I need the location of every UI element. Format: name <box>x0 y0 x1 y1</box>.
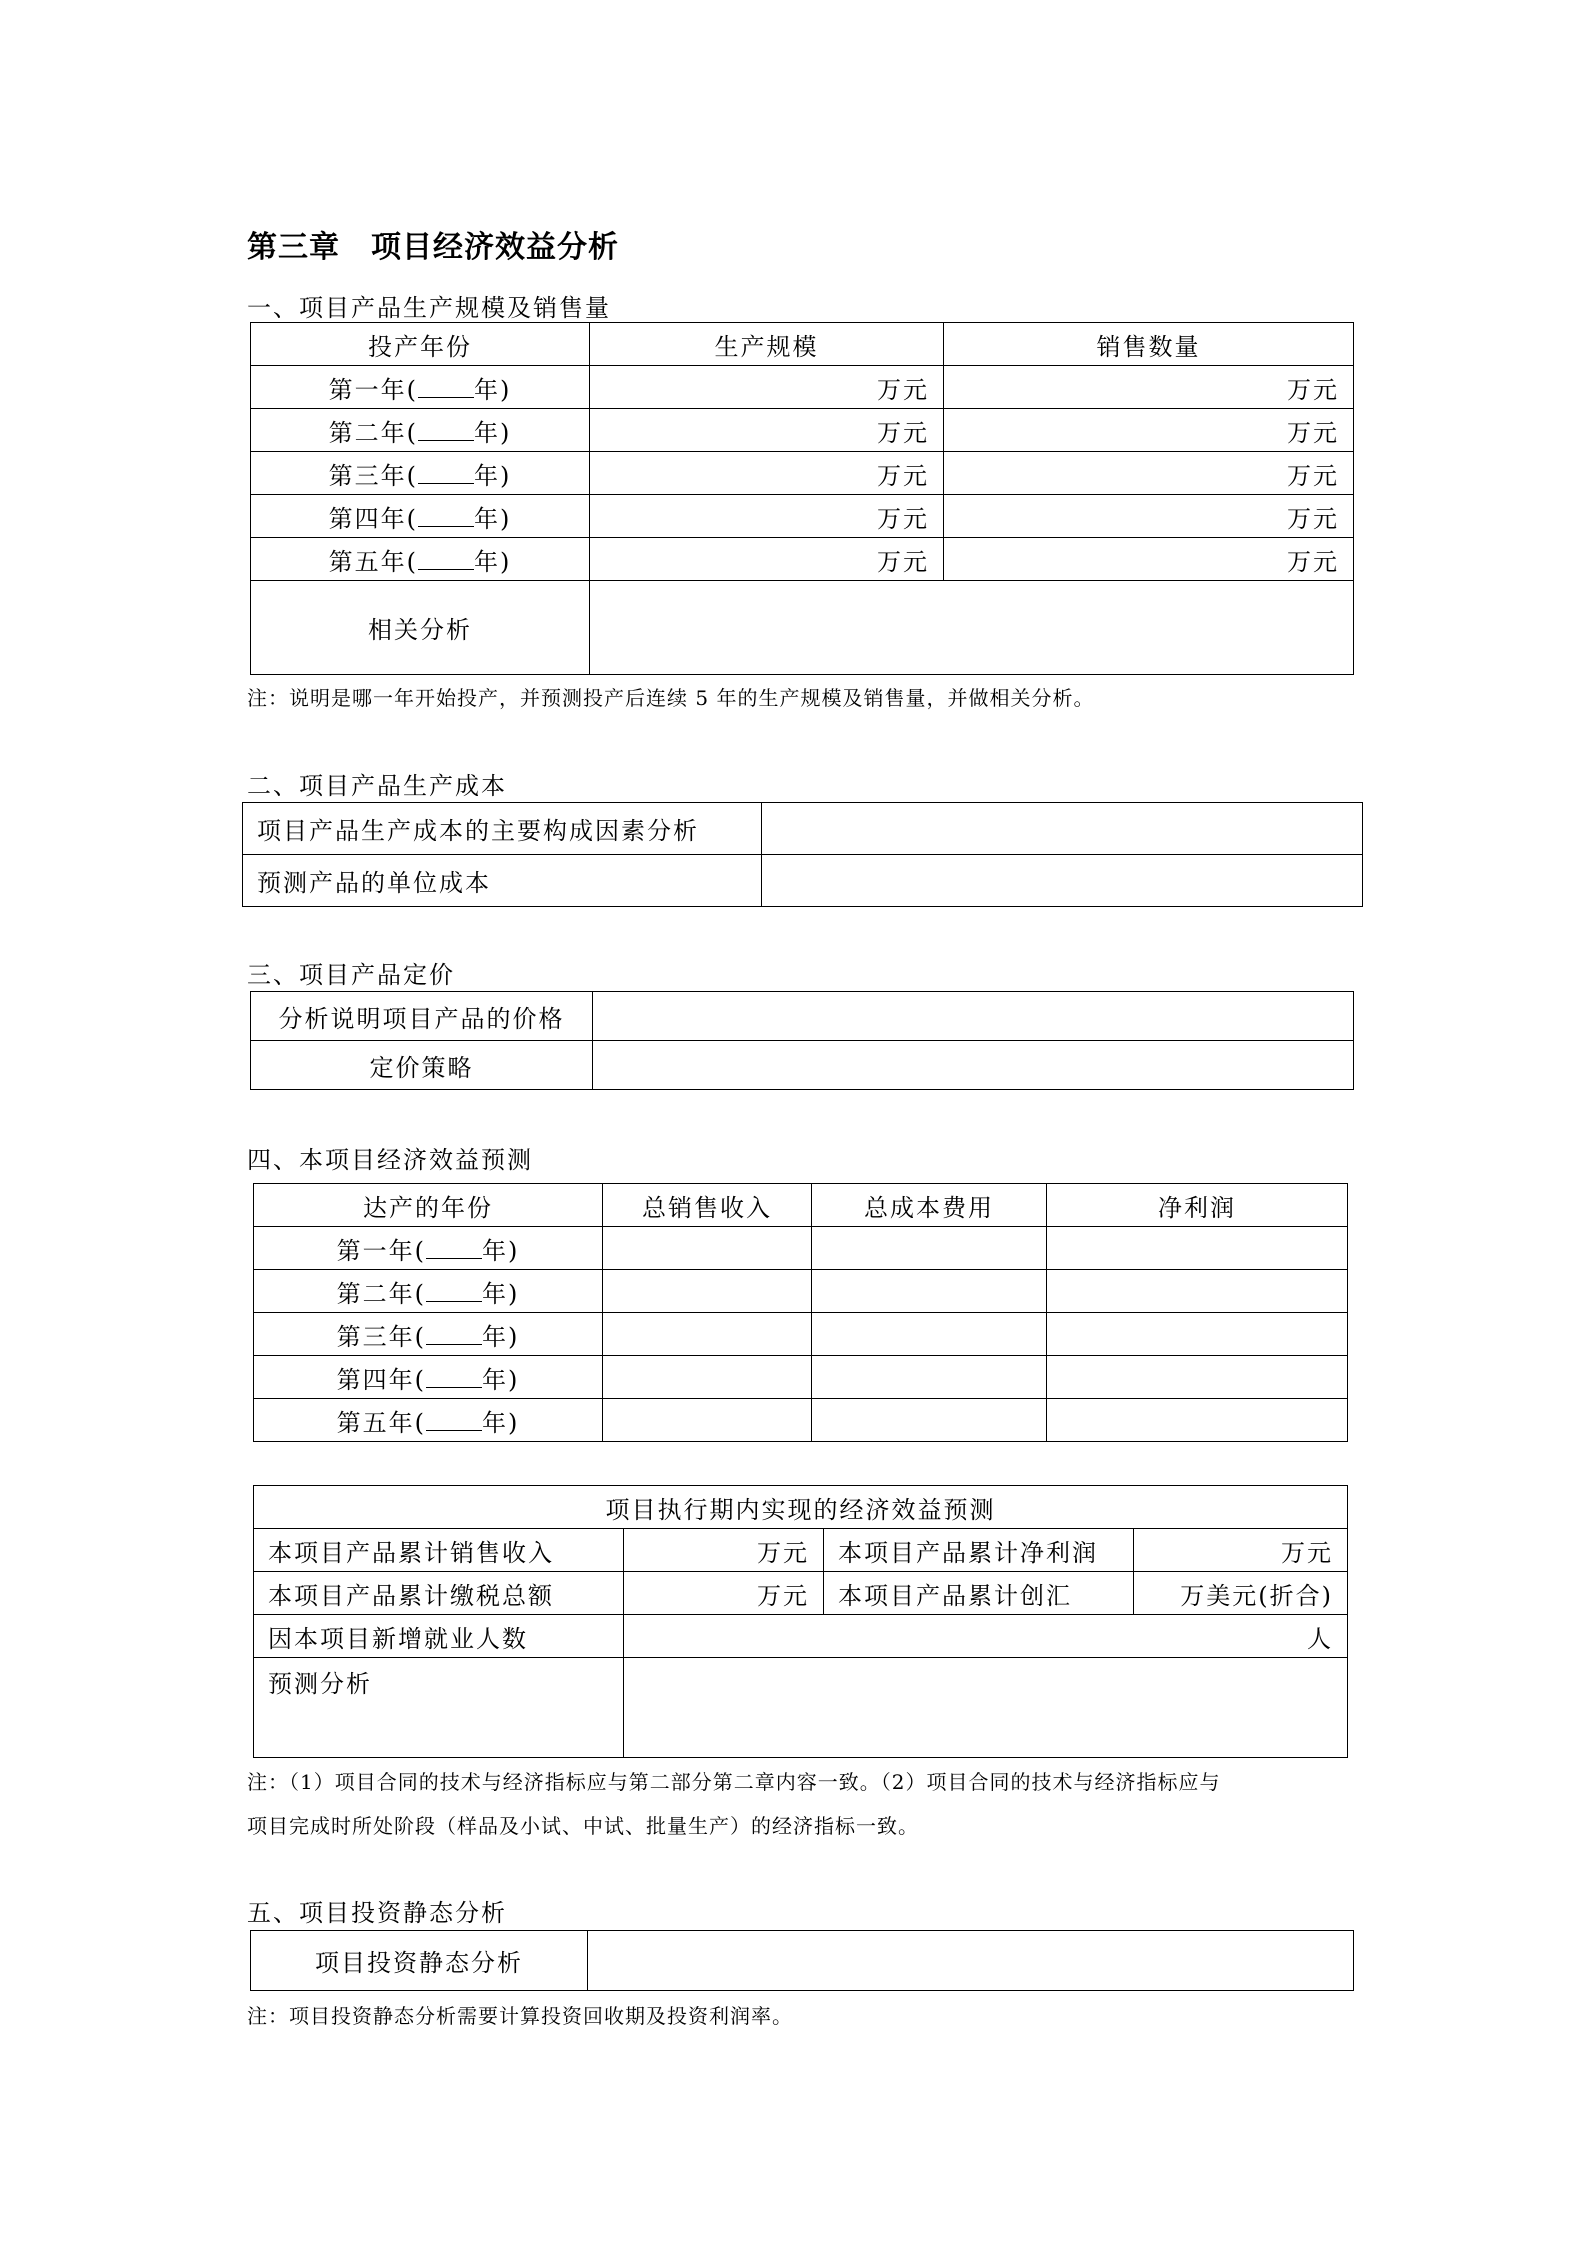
unit-cell[interactable]: 万元 <box>590 452 944 495</box>
header-cell: 达产的年份 <box>254 1184 603 1227</box>
production-scale-table <box>250 322 1354 675</box>
unit-cell[interactable]: 万元 <box>624 1529 824 1572</box>
row-label: 定价策略 <box>251 1041 593 1090</box>
forecast-table <box>253 1485 1348 1758</box>
year-blank[interactable] <box>418 375 474 398</box>
section3-heading: 三、项目产品定价 <box>247 961 455 989</box>
unit-cell[interactable]: 人 <box>624 1615 1348 1658</box>
year-cell: 第二年( 年) <box>254 1270 603 1313</box>
cost-input[interactable] <box>812 1313 1047 1356</box>
section2-heading: 二、项目产品生产成本 <box>247 772 507 800</box>
unit-cell[interactable]: 万元 <box>944 452 1354 495</box>
analysis-label: 相关分析 <box>251 581 590 675</box>
table-row <box>251 452 1354 495</box>
section5-note: 注：项目投资静态分析需要计算投资回收期及投资利润率。 <box>247 2004 793 2028</box>
value-input[interactable] <box>593 992 1354 1041</box>
unit-cell[interactable]: 万元 <box>590 366 944 409</box>
revenue-input[interactable] <box>603 1399 812 1442</box>
table-row <box>254 1313 1348 1356</box>
year-blank[interactable] <box>426 1279 482 1302</box>
table-row <box>251 366 1354 409</box>
section5-heading: 五、项目投资静态分析 <box>247 1899 507 1927</box>
row-label: 本项目产品累计净利润 <box>824 1529 1134 1572</box>
section4-heading: 四、本项目经济效益预测 <box>247 1146 533 1174</box>
header-cell: 生产规模 <box>590 323 944 366</box>
table-row <box>254 1572 1348 1615</box>
value-input[interactable] <box>588 1931 1354 1991</box>
year-blank[interactable] <box>418 547 474 570</box>
unit-cell[interactable]: 万元 <box>590 538 944 581</box>
production-cost-table <box>242 802 1363 907</box>
year-blank[interactable] <box>418 504 474 527</box>
year-cell: 第四年( 年) <box>254 1356 603 1399</box>
table-row <box>254 1356 1348 1399</box>
section1-note: 注：说明是哪一年开始投产，并预测投产后连续 5 年的生产规模及销售量，并做相关分析。 <box>247 686 1095 710</box>
unit-cell[interactable]: 万元 <box>944 495 1354 538</box>
profit-input[interactable] <box>1047 1227 1348 1270</box>
profit-input[interactable] <box>1047 1356 1348 1399</box>
table-row <box>254 1529 1348 1572</box>
section1-heading: 一、项目产品生产规模及销售量 <box>247 294 611 322</box>
profit-input[interactable] <box>1047 1270 1348 1313</box>
header-cell: 总销售收入 <box>603 1184 812 1227</box>
row-label: 因本项目新增就业人数 <box>254 1615 624 1658</box>
unit-cell[interactable]: 万元 <box>944 409 1354 452</box>
header-cell: 总成本费用 <box>812 1184 1047 1227</box>
cost-input[interactable] <box>812 1270 1047 1313</box>
table-header-row <box>254 1184 1348 1227</box>
unit-cell[interactable]: 万元 <box>624 1572 824 1615</box>
revenue-input[interactable] <box>603 1313 812 1356</box>
table-header-row <box>251 323 1354 366</box>
year-blank[interactable] <box>426 1236 482 1259</box>
table-row <box>254 1399 1348 1442</box>
table-row <box>254 1615 1348 1658</box>
profit-input[interactable] <box>1047 1313 1348 1356</box>
profit-input[interactable] <box>1047 1399 1348 1442</box>
year-cell: 第二年( 年) <box>251 409 590 452</box>
forecast-note-line1: 注：（1）项目合同的技术与经济指标应与第二部分第二章内容一致。（2）项目合同的技术与经济指标应与 <box>247 1770 1221 1794</box>
forecast-note-line2: 项目完成时所处阶段（样品及小试、中试、批量生产）的经济指标一致。 <box>247 1814 919 1838</box>
year-cell: 第四年( 年) <box>251 495 590 538</box>
year-cell: 第一年( 年) <box>254 1227 603 1270</box>
revenue-input[interactable] <box>603 1270 812 1313</box>
table-row <box>251 1041 1354 1090</box>
investment-analysis-table <box>250 1930 1354 1991</box>
revenue-input[interactable] <box>603 1227 812 1270</box>
row-label: 预测产品的单位成本 <box>243 855 762 907</box>
analysis-input[interactable] <box>590 581 1354 675</box>
value-input[interactable] <box>593 1041 1354 1090</box>
table-row <box>251 538 1354 581</box>
value-input[interactable] <box>762 855 1363 907</box>
unit-cell[interactable]: 万元 <box>590 409 944 452</box>
year-cell: 第五年( 年) <box>251 538 590 581</box>
analysis-input[interactable] <box>624 1658 1348 1758</box>
unit-cell[interactable]: 万元 <box>944 366 1354 409</box>
row-label: 本项目产品累计缴税总额 <box>254 1572 624 1615</box>
forecast-title-row <box>254 1486 1348 1529</box>
table-row <box>251 409 1354 452</box>
unit-cell[interactable]: 万元 <box>1134 1529 1348 1572</box>
year-blank[interactable] <box>426 1408 482 1431</box>
row-label: 本项目产品累计创汇 <box>824 1572 1134 1615</box>
economic-benefit-table <box>253 1183 1348 1442</box>
row-label: 分析说明项目产品的价格 <box>251 992 593 1041</box>
unit-cell[interactable]: 万元 <box>590 495 944 538</box>
cost-input[interactable] <box>812 1399 1047 1442</box>
year-blank[interactable] <box>426 1322 482 1345</box>
pricing-table <box>250 991 1354 1090</box>
chapter-title: 第三章 项目经济效益分析 <box>247 230 619 265</box>
header-cell: 销售数量 <box>944 323 1354 366</box>
table-row <box>254 1227 1348 1270</box>
analysis-row <box>254 1658 1348 1758</box>
table-row <box>243 855 1363 907</box>
year-cell: 第五年( 年) <box>254 1399 603 1442</box>
value-input[interactable] <box>762 803 1363 855</box>
unit-cell[interactable]: 万美元(折合) <box>1134 1572 1348 1615</box>
cost-input[interactable] <box>812 1227 1047 1270</box>
row-label: 本项目产品累计销售收入 <box>254 1529 624 1572</box>
table-row <box>251 992 1354 1041</box>
header-cell: 投产年份 <box>251 323 590 366</box>
year-cell: 第一年( 年) <box>251 366 590 409</box>
year-cell: 第三年( 年) <box>254 1313 603 1356</box>
header-cell: 净利润 <box>1047 1184 1348 1227</box>
table-row <box>243 803 1363 855</box>
revenue-input[interactable] <box>603 1356 812 1399</box>
year-blank[interactable] <box>418 418 474 441</box>
row-label: 项目产品生产成本的主要构成因素分析 <box>243 803 762 855</box>
year-blank[interactable] <box>418 461 474 484</box>
analysis-row <box>251 581 1354 675</box>
unit-cell[interactable]: 万元 <box>944 538 1354 581</box>
year-cell: 第三年( 年) <box>251 452 590 495</box>
table-row <box>251 495 1354 538</box>
cost-input[interactable] <box>812 1356 1047 1399</box>
year-blank[interactable] <box>426 1365 482 1388</box>
table-row <box>251 1931 1354 1991</box>
row-label: 项目投资静态分析 <box>251 1931 588 1991</box>
table-row <box>254 1270 1348 1313</box>
forecast-title: 项目执行期内实现的经济效益预测 <box>254 1486 1348 1529</box>
row-label: 预测分析 <box>254 1658 624 1758</box>
